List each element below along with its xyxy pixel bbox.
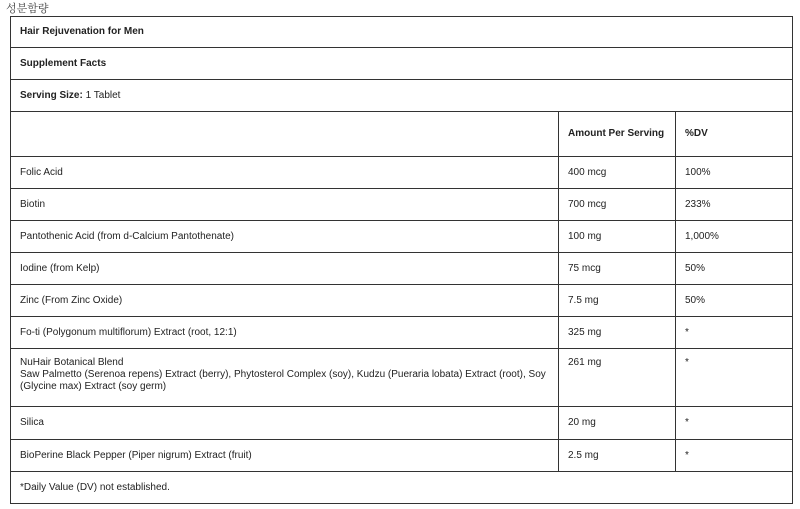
nutrient-name: Iodine (from Kelp): [11, 253, 559, 285]
nutrient-dv: 50%: [676, 285, 793, 317]
nutrient-amount: 325 mg: [559, 317, 676, 349]
serving-size-label: Serving Size:: [20, 89, 83, 101]
table-row: [11, 157, 793, 189]
nutrient-dv: 233%: [676, 189, 793, 221]
footnote: *Daily Value (DV) not established.: [11, 472, 793, 504]
column-header-amount: Amount Per Serving: [559, 112, 676, 157]
section-title: Supplement Facts: [11, 48, 793, 80]
section-title-row: [11, 48, 793, 80]
nutrient-name: Zinc (From Zinc Oxide): [11, 285, 559, 317]
nutrient-amount: 700 mcg: [559, 189, 676, 221]
nutrient-amount: 2.5 mg: [559, 440, 676, 472]
column-header-dv: %DV: [676, 112, 793, 157]
blend-name-cell: [11, 349, 559, 407]
nutrient-amount: 7.5 mg: [559, 285, 676, 317]
nutrient-amount: 75 mcg: [559, 253, 676, 285]
nutrient-amount: 100 mg: [559, 221, 676, 253]
serving-size-row: [11, 80, 793, 112]
nutrient-name: BioPerine Black Pepper (Piper nigrum) Extract (fruit): [11, 440, 559, 472]
serving-size-value: 1 Tablet: [85, 89, 121, 101]
serving-size: [11, 80, 793, 112]
blend-detail: Saw Palmetto (Serenoa repens) Extract (berry), Phytosterol Complex (soy), Kudzu (Pueraria lobata) Extract (root), Soy (Glycine max) Extract (soy germ): [20, 369, 546, 392]
column-header-name: [11, 112, 559, 157]
nutrient-name: Fo-ti (Polygonum multiflorum) Extract (root, 12:1): [11, 317, 559, 349]
nutrient-name: Folic Acid: [11, 157, 559, 189]
nutrient-dv: *: [676, 317, 793, 349]
nutrient-amount: 261 mg: [559, 349, 676, 407]
footnote-row: [11, 472, 793, 504]
nutrient-dv: 100%: [676, 157, 793, 189]
nutrient-dv: *: [676, 407, 793, 440]
nutrient-name: Biotin: [11, 189, 559, 221]
nutrient-amount: 400 mcg: [559, 157, 676, 189]
product-title: Hair Rejuvenation for Men: [11, 17, 793, 48]
nutrient-dv: 1,000%: [676, 221, 793, 253]
table-row: [11, 253, 793, 285]
table-row: [11, 317, 793, 349]
table-row: [11, 285, 793, 317]
table-row: [11, 221, 793, 253]
nutrient-name: Silica: [11, 407, 559, 440]
page-heading: 성분함량: [6, 2, 49, 15]
nutrient-amount: 20 mg: [559, 407, 676, 440]
nutrient-name: Pantothenic Acid (from d-Calcium Pantothenate): [11, 221, 559, 253]
table-row: [11, 189, 793, 221]
column-header-row: [11, 112, 793, 157]
table-row: [11, 349, 793, 407]
table-row: [11, 407, 793, 440]
product-title-row: [11, 17, 793, 48]
nutrient-dv: *: [676, 349, 793, 407]
blend-name: NuHair Botanical Blend: [20, 357, 124, 368]
nutrient-dv: 50%: [676, 253, 793, 285]
supplement-facts-table: [10, 16, 793, 504]
nutrient-dv: *: [676, 440, 793, 472]
table-row: [11, 440, 793, 472]
